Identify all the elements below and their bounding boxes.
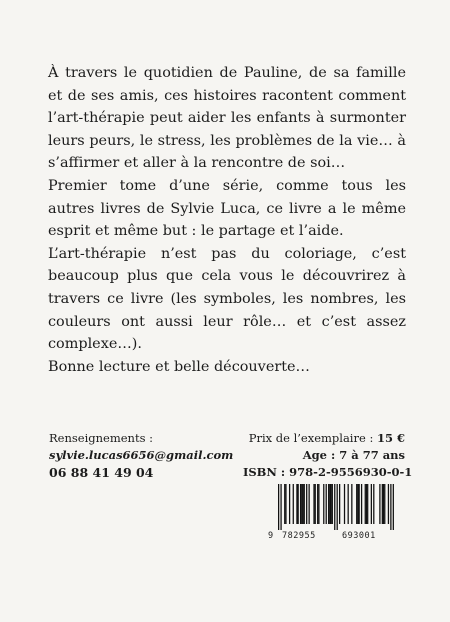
- barcode-bar: [301, 484, 302, 524]
- barcode-bar: [315, 484, 316, 524]
- barcode-bar: [383, 484, 384, 524]
- barcode-bar: [388, 484, 389, 524]
- barcode-bar: [382, 484, 383, 524]
- barcode-bar: [302, 484, 303, 524]
- barcode-bar: [317, 484, 318, 524]
- age-value: 7 à 77 ans: [339, 448, 405, 462]
- barcode-bar: [393, 484, 394, 530]
- pricing-info: [243, 430, 413, 481]
- blurb-paragraph-2: Premier tome d’une série, comme tous les autres livres de Sylvie Luca, ce livre a le même esprit et même but : le partage et l’aide.: [48, 177, 406, 240]
- barcode: [268, 484, 404, 542]
- barcode-bar: [326, 484, 327, 524]
- contact-label: Renseignements :: [49, 431, 153, 445]
- barcode-bar: [332, 484, 333, 524]
- blurb-paragraph-3: L’art-thérapie n’est pas du coloriage, c’est beaucoup plus que cela vous le découvrirez à travers ce livre (les symboles, les nombres, les couleurs ont aussi leur rôle… et c’est assez complexe…).: [48, 245, 406, 353]
- barcode-bar: [361, 484, 362, 524]
- barcode-bar: [278, 484, 279, 530]
- contact-phone: 06 88 41 49 04: [49, 465, 154, 480]
- barcode-bar: [285, 484, 286, 524]
- barcode-bar: [323, 484, 324, 524]
- barcode-bar: [298, 484, 299, 524]
- barcode-bar: [373, 484, 374, 524]
- barcode-bar: [289, 484, 290, 524]
- barcode-bar: [384, 484, 385, 524]
- barcode-bar: [337, 484, 338, 530]
- barcode-lead-digit: 9: [268, 531, 274, 541]
- blurb-text: [48, 62, 406, 378]
- price-value: 15 €: [376, 431, 405, 445]
- barcode-bars: [268, 484, 404, 532]
- barcode-bar: [356, 484, 357, 524]
- barcode-bar: [318, 484, 319, 524]
- barcode-bar: [367, 484, 368, 524]
- barcode-bar: [344, 484, 345, 524]
- barcode-bar: [334, 484, 335, 530]
- barcode-bar: [280, 484, 281, 530]
- barcode-left-digits: 782955: [282, 531, 316, 541]
- barcode-bar: [348, 484, 349, 524]
- barcode-bar: [300, 484, 301, 524]
- price-label: Prix de l’exemplaire :: [248, 431, 377, 445]
- barcode-bar: [366, 484, 367, 524]
- blurb-paragraph-1: À travers le quotidien de Pauline, de sa famille et de ses amis, ces histoires racontent comment l’art-thérapie peut aider les enfants à surmonter leurs peurs, le stress, les problèmes de la vie… à s’affirmer et aller à la rencontre de soi…: [48, 65, 406, 172]
- barcode-right-digits: 693001: [342, 531, 376, 541]
- isbn-label: ISBN :: [243, 465, 290, 479]
- barcode-bar: [304, 484, 305, 524]
- barcode-bar: [306, 484, 307, 524]
- barcode-bar: [313, 484, 314, 524]
- barcode-bar: [328, 484, 329, 524]
- isbn-value: 978-2-9556930-0-1: [289, 465, 413, 479]
- barcode-bar: [330, 484, 331, 524]
- barcode-bar: [351, 484, 352, 524]
- barcode-bar: [359, 484, 360, 524]
- barcode-bar: [309, 484, 310, 524]
- contact-email: sylvie.lucas6656@gmail.com: [49, 448, 234, 462]
- blurb-paragraph-4: Bonne lecture et belle découverte…: [48, 358, 310, 375]
- age-label: Age :: [302, 448, 340, 462]
- barcode-bar: [390, 484, 391, 530]
- barcode-bar: [365, 484, 366, 524]
- barcode-bar: [339, 484, 340, 524]
- barcode-bar: [296, 484, 297, 524]
- isbn-row: [243, 464, 413, 481]
- barcode-bar: [357, 484, 358, 524]
- price-row: [243, 430, 405, 447]
- barcode-bar: [329, 484, 330, 524]
- contact-info: [49, 430, 233, 481]
- barcode-bar: [379, 484, 380, 524]
- barcode-bar: [293, 484, 294, 524]
- barcode-bar: [371, 484, 372, 524]
- barcode-bar: [284, 484, 285, 524]
- age-row: [243, 447, 405, 464]
